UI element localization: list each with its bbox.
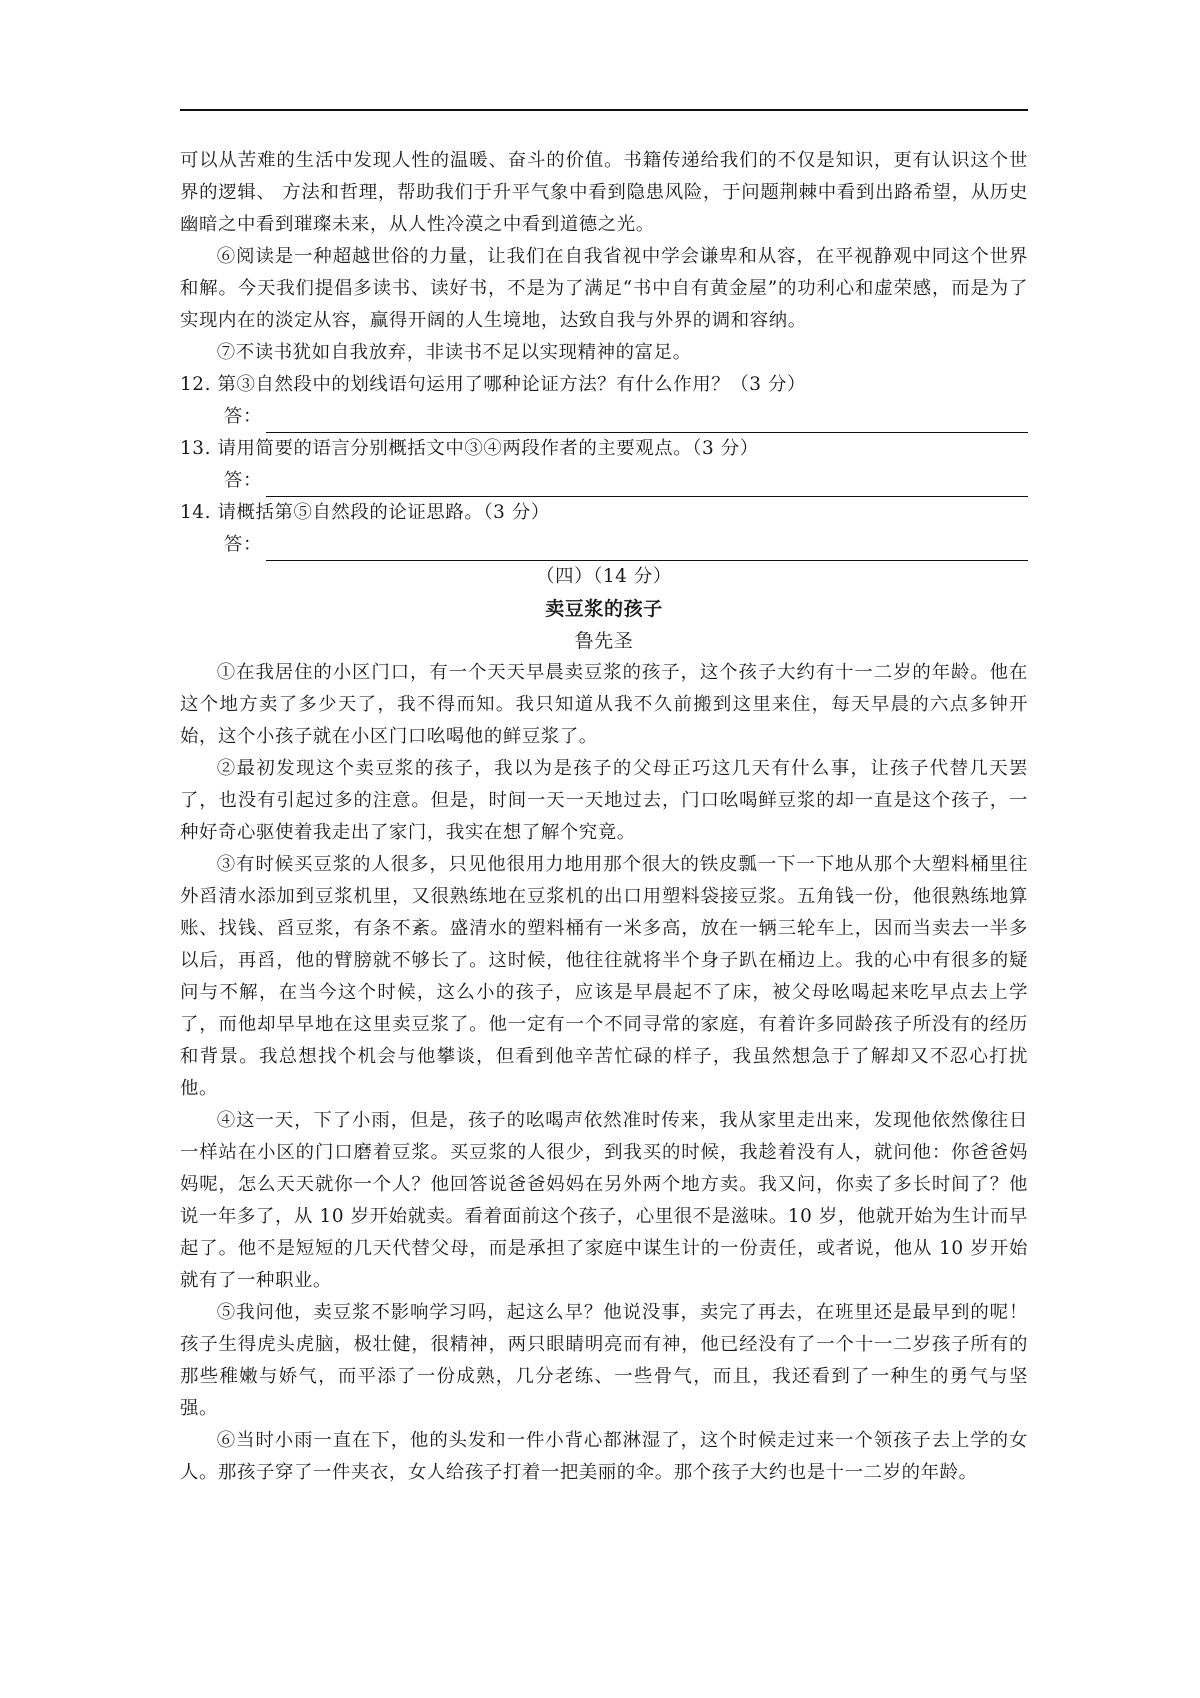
answer-label: 答： [224, 534, 262, 555]
story-paragraph-4: ④这一天，下了小雨，但是，孩子的吆喝声依然准时传来，我从家里走出来，发现他依然像往日一样站在小区的门口磨着豆浆。买豆浆的人很少，到我买的时候，我趁着没有人，就问他：你爸爸妈妈呢，怎么天天就你一个人？他回答说爸爸妈妈在另外两个地方卖。我又问，你卖了多长时间了？他说一年多了，从 10 岁开始就卖。看着面前这个孩子，心里很不是滋味。10 岁，他就开始为生计而早起了。他不是短短的几天代替父母，而是承担了家庭中谋生计的一份责任，或者说，他从 10 岁开始就有了一种职业。 [180, 1110, 1028, 1291]
passage-paragraph-7: ⑦不读书犹如自我放弃，非读书不足以实现精神的富足。 [216, 342, 692, 363]
question-12: 12. 第③自然段中的划线语句运用了哪种论证方法？有什么作用？（3 分） [180, 374, 806, 395]
answer-row-13 [224, 465, 1028, 497]
header-rule [180, 109, 1028, 111]
story-paragraph-5: ⑤我问他，卖豆浆不影响学习吗，起这么早？他说没事，卖完了再去，在班里还是最早到的呢！孩子生得虎头虎脑，极壮健，很精神，两只眼睛明亮而有神，他已经没有了一个十一二岁孩子所有的那些稚嫩与娇气，而平添了一份成熟，几分老练、一些骨气，而且，我还看到了一种生的勇气与坚强。 [180, 1302, 1028, 1419]
story-title: 卖豆浆的孩子 [545, 598, 663, 620]
story-paragraph-3: ③有时候买豆浆的人很多，只见他很用力地用那个很大的铁皮瓢一下一下地从那个大塑料桶里往外舀清水添加到豆浆机里，又很熟练地在豆浆机的出口用塑料袋接豆浆。五角钱一份，他很熟练地算账、找钱、舀豆浆，有条不紊。盛清水的塑料桶有一米多高，放在一辆三轮车上，因而当卖去一半多以后，再舀，他的臂膀就不够长了。这时候，他往往就将半个身子趴在桶边上。我的心中有很多的疑问与不解，在当今这个时候，这么小的孩子，应该是早晨起不了床，被父母吆喝起来吃早点去上学了，而他却早早地在这里卖豆浆了。他一定有一个不同寻常的家庭，有着许多同龄孩子所没有的经历和背景。我总想找个机会与他攀谈，但看到他辛苦忙碌的样子，我虽然想急于了解却又不忍心打扰他。 [180, 854, 1028, 1099]
answer-line-14[interactable] [266, 540, 1028, 561]
question-13: 13. 请用简要的语言分别概括文中③④两段作者的主要观点。（3 分） [180, 438, 759, 459]
answer-row-12 [224, 401, 1028, 433]
section-heading: （四）（14 分） [536, 566, 672, 587]
story-paragraph-6: ⑥当时小雨一直在下，他的头发和一件小背心都淋湿了，这个时候走过来一个领孩子去上学的女人。那孩子穿了一件夹衣，女人给孩子打着一把美丽的伞。那个孩子大约也是十一二岁的年龄。 [180, 1430, 1028, 1483]
answer-line-13[interactable] [266, 476, 1028, 497]
answer-label: 答： [224, 406, 262, 427]
story-paragraph-1: ①在我居住的小区门口，有一个天天早晨卖豆浆的孩子，这个孩子大约有十一二岁的年龄。他在这个地方卖了多少天了，我不得而知。我只知道从我不久前搬到这里来住，每天早晨的六点多钟开始，这个小孩子就在小区门口吆喝他的鲜豆浆了。 [180, 662, 1028, 747]
passage-paragraph-6: ⑥阅读是一种超越世俗的力量，让我们在自我省视中学会谦卑和从容，在平视静观中同这个世界和解。今天我们提倡多读书、读好书，不是为了满足“书中自有黄金屋”的功利心和虚荣感，而是为了实现内在的淡定从容，赢得开阔的人生境地，达致自我与外界的调和容纳。 [180, 246, 1028, 331]
answer-line-12[interactable] [266, 412, 1028, 433]
question-14: 14. 请概括第⑤自然段的论证思路。（3 分） [180, 502, 550, 523]
answer-label: 答： [224, 470, 262, 491]
page-content [180, 145, 1028, 1489]
story-author: 鲁先圣 [574, 630, 634, 652]
story-paragraph-2: ②最初发现这个卖豆浆的孩子，我以为是孩子的父母正巧这几天有什么事，让孩子代替几天罢了，也没有引起过多的注意。但是，时间一天一天地过去，门口吆喝鲜豆浆的却一直是这个孩子，一种好奇心驱使着我走出了家门，我实在想了解个究竟。 [180, 758, 1028, 843]
answer-row-14 [224, 529, 1028, 561]
passage-paragraph-continued: 可以从苦难的生活中发现人性的温暖、奋斗的价值。书籍传递给我们的不仅是知识，更有认识这个世界的逻辑、 方法和哲理，帮助我们于升平气象中看到隐患风险，于问题荆棘中看到出路希望，从历史幽暗之中看到璀璨未来，从人性冷漠之中看到道德之光。 [180, 150, 1028, 235]
